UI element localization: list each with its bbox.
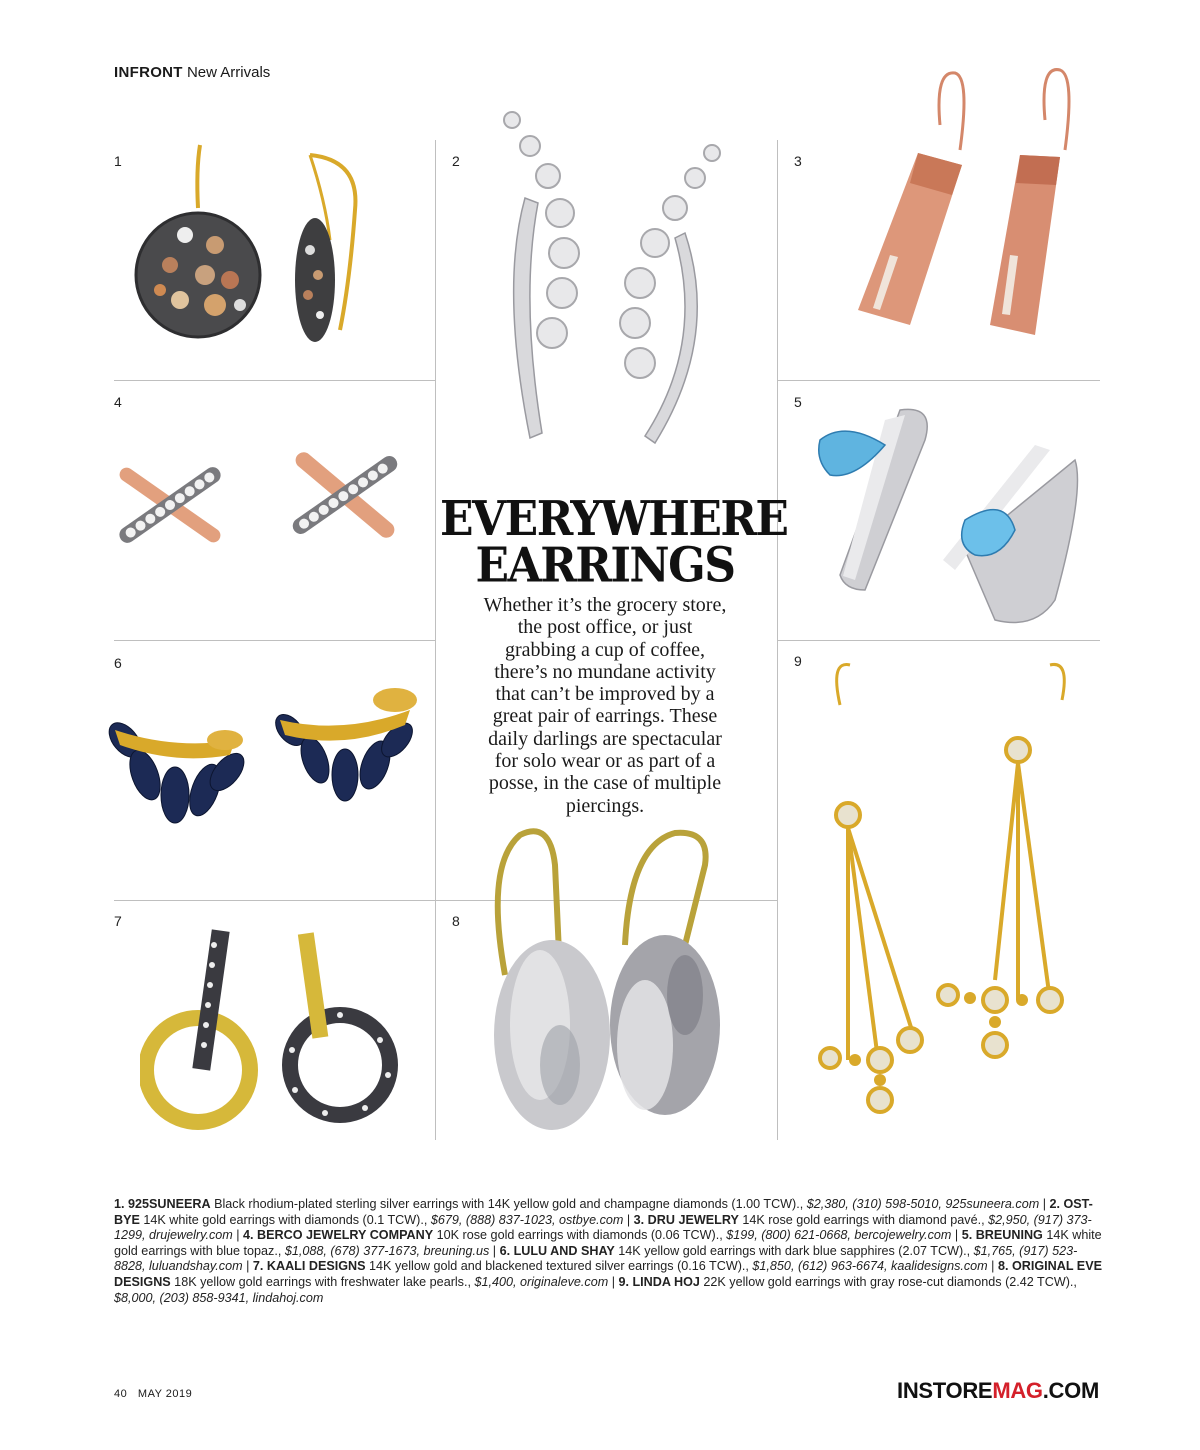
earring-image-6 [105,680,430,860]
issue-date: MAY 2019 [137,1388,193,1400]
earring-image-8 [480,825,740,1145]
divider-h2 [114,640,435,641]
item-number-5: 5 [794,394,802,410]
credit-2: 2. OST-BYE 14K white gold earrings with diamonds (0.1 TCW)., $679, (888) 837-1023, ostbye.com [114,1197,1093,1227]
earring-image-4 [110,425,410,585]
divider-h2b [777,640,1100,641]
divider-h1 [114,380,435,381]
earring-image-3 [840,65,1080,345]
feature-block [440,491,788,817]
credit-3: 3. DRU JEWELRY 14K rose gold earrings with diamond pavé., $2,950, (917) 373-1299, drujewelry.com [114,1212,1092,1243]
item-number-6: 6 [114,655,122,671]
site-logo[interactable]: INSTOREMAG.COM [897,1378,1099,1403]
credit-6: 6. LULU AND SHAY 14K yellow gold earrings with dark blue sapphires (2.07 TCW)., $1,765, (917) 523-8828, luluandshay.com [114,1243,1078,1274]
item-number-9: 9 [794,653,802,669]
divider-v1 [435,140,436,1140]
earring-image-2 [490,108,730,448]
credit-7: 7. KAALI DESIGNS 14K yellow gold and blackened textured silver earrings (0.16 TCW)., $1,850, (612) 963-6674, kaalidesigns.com [252,1259,988,1274]
divider-h1b [777,380,1100,381]
item-number-4: 4 [114,394,122,410]
item-number-3: 3 [794,153,802,169]
item-number-8: 8 [452,913,460,929]
page-header [114,64,270,81]
feature-body: Whether it’s the grocery store, the post office, or just grabbing a cup of coffee, there’s no mundane activity that can’t be improved by a great pair of earrings. These daily darlings are spectacular for solo wear or as part of a posse, in the case of multiple piercings. [483,594,727,817]
credit-8: 8. ORIGINAL EVE DESIGNS 18K yellow gold earrings with freshwater lake pearls., $1,400, originaleve.com [114,1259,1102,1289]
earring-image-9 [800,660,1100,1150]
page-footer [114,1388,192,1400]
section-subtitle: New Arrivals [186,64,271,81]
page-number: 40 [114,1388,128,1400]
feature-title-line-1: EVERYWHERE [440,491,788,547]
feature-title [440,491,788,594]
item-number-1: 1 [114,153,122,169]
credit-5: 5. BREUNING 14K white gold earrings with blue topaz., $1,088, (678) 377-1673, breuning.us [114,1228,1102,1258]
product-credits: 1. 925SUNEERA Black rhodium-plated sterling silver earrings with 14K yellow gold and champagne diamonds (1.00 TCW)., $2,380, (310) 598-5010, 925suneera.com | 2. OST-BYE 14K white gold earrings with diamonds (0.1 TCW)., $679, (888) 837-1023, ostbye.com | 3. DRU JEWELRY 14K rose gold earrings with diamond pavé., $2,950, (917) 373-1299, drujewelry.com | 4. BERCO JEWELRY COMPANY 10K rose gold earrings with diamonds (0.06 TCW)., $199, (800) 621-0668, bercojewelry.com | 5. BREUNING 14K white gold earrings with blue topaz., $1,088, (678) 377-1673, breuning.us | 6. LULU AND SHAY 14K yellow gold earrings with dark blue sapphires (2.07 TCW)., $1,765, (917) 523-8828, luluandshay.com | 7. KAALI DESIGNS 14K yellow gold and blackened textured silver earrings (0.16 TCW)., $1,850, (612) 963-6674, kaalidesigns.com | 8. ORIGINAL EVE DESIGNS 18K yellow gold earrings with freshwater lake pearls., $1,400, originaleve.com | 9. LINDA HOJ 22K yellow gold earrings with gray rose-cut diamonds (2.42 TCW)., $8,000, (203) 858-9341, lindahoj.com [114,1197,1102,1305]
credit-9: 9. LINDA HOJ 22K yellow gold earrings with gray rose-cut diamonds (2.42 TCW)., $8,000, (203) 858-9341, lindahoj.com [114,1274,1077,1305]
item-number-2: 2 [452,153,460,169]
item-number-7: 7 [114,913,122,929]
earring-image-5 [815,400,1095,640]
feature-title-line-2: EARRINGS [475,538,735,594]
earring-image-1 [130,140,370,350]
credit-4: 4. BERCO JEWELRY COMPANY 10K rose gold earrings with diamonds (0.06 TCW)., $199, (800) 621-0668, bercojewelry.com [243,1228,952,1243]
section-label: INFRONT [114,64,183,81]
earring-image-7 [140,925,410,1145]
credit-1: 1. 925SUNEERA Black rhodium-plated sterling silver earrings with 14K yellow gold and champagne diamonds (1.00 TCW)., $2,380, (310) 598-5010, 925suneera.com [114,1197,1040,1211]
